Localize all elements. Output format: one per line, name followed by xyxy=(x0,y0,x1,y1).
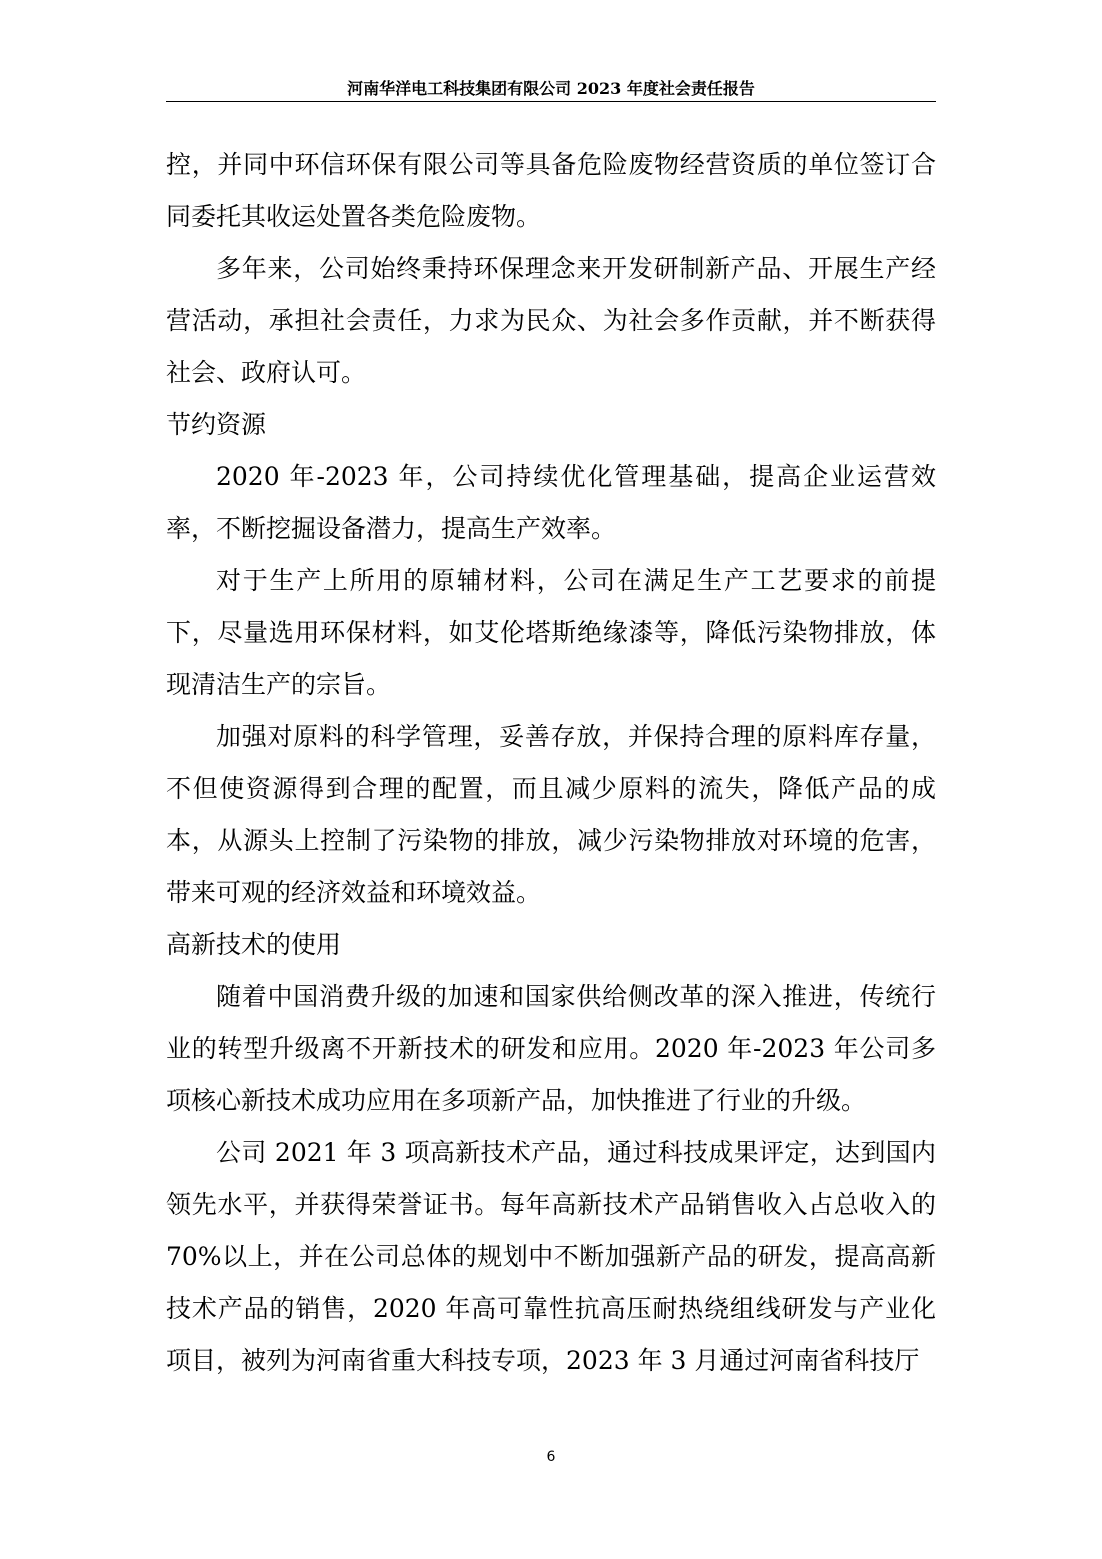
paragraph-high-tech-products: 公司 2021 年 3 项高新技术产品，通过科技成果评定，达到国内领先水平，并获得荣誉证书。每年高新技术产品销售收入占总收入的 70%以上，并在公司总体的规划中不断加强新产品的研发，提高高新技术产品的销售，2020 年高可靠性抗高压耐热绕组线研发与产业化项目，被列为河南省重大科技专项，2023 年 3 月通过河南省科技厅 xyxy=(166,1138,936,1375)
header-divider xyxy=(166,101,936,102)
page-body xyxy=(166,139,936,1387)
paragraph-material-management: 加强对原料的科学管理，妥善存放，并保持合理的原料库存量，不但使资源得到合理的配置，而且减少原料的流失，降低产品的成本，从源头上控制了污染物的排放，减少污染物排放对环境的危害，带来可观的经济效益和环境效益。 xyxy=(166,722,936,907)
report-header-title: 河南华洋电工科技集团有限公司 2023 年度社会责任报告 xyxy=(347,79,755,98)
paragraph-efficiency: 2020 年-2023 年，公司持续优化管理基础，提高企业运营效率，不断挖掘设备潜力，提高生产效率。 xyxy=(166,462,936,543)
page-number: 6 xyxy=(546,1449,556,1465)
paragraph-raw-materials: 对于生产上所用的原辅材料，公司在满足生产工艺要求的前提下，尽量选用环保材料，如艾伦塔斯绝缘漆等，降低污染物排放，体现清洁生产的宗旨。 xyxy=(166,566,936,699)
paragraph-hazardous-waste: 控，并同中环信环保有限公司等具备危险废物经营资质的单位签订合同委托其收运处置各类危险废物。 xyxy=(166,150,936,231)
section-heading-resource-saving: 节约资源 xyxy=(166,410,267,439)
paragraph-environmental-philosophy: 多年来，公司始终秉持环保理念来开发研制新产品、开展生产经营活动，承担社会责任，力求为民众、为社会多作贡献，并不断获得社会、政府认可。 xyxy=(166,254,936,387)
section-heading-high-tech: 高新技术的使用 xyxy=(166,930,342,959)
paragraph-tech-upgrade: 随着中国消费升级的加速和国家供给侧改革的深入推进，传统行业的转型升级离不开新技术的研发和应用。2020 年-2023 年公司多项核心新技术成功应用在多项新产品，加快推进了行业的升级。 xyxy=(166,982,936,1115)
